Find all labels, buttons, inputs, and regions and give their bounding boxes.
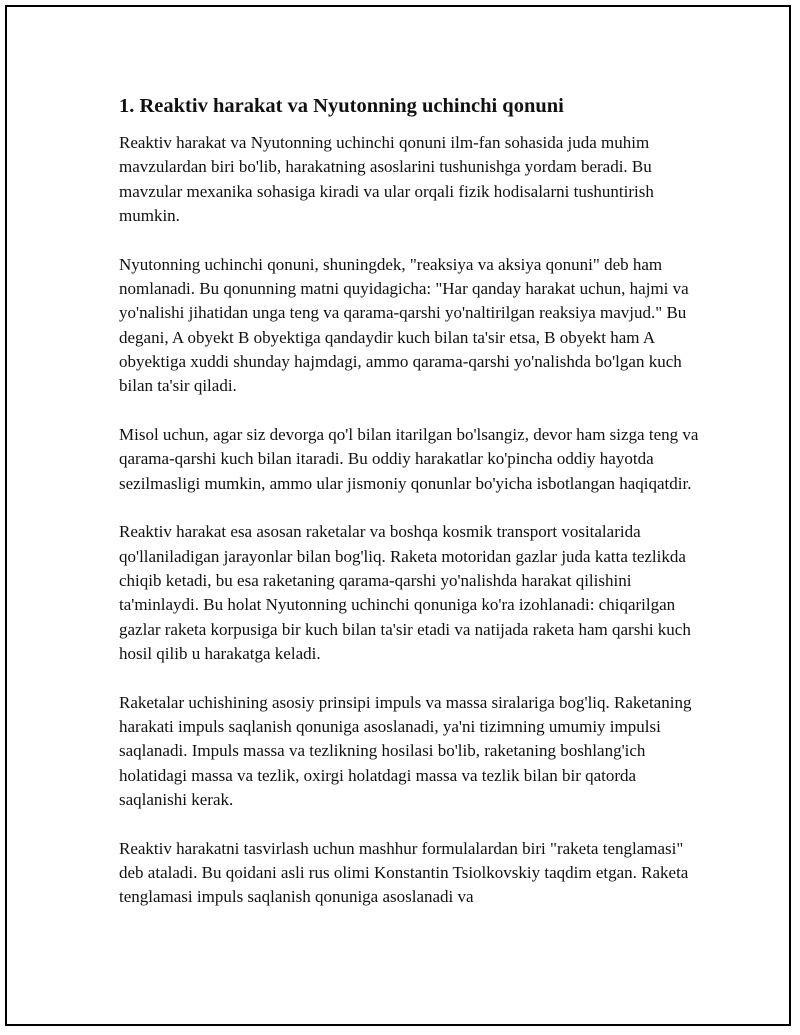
paragraph-impulse: Raketalar uchishining asosiy prinsipi impuls va massa siralariga bog'liq. Raketaning harakati impuls saqlanish qonuniga asoslanadi, ya'ni tizimning umumiy impulsi saqlanadi. Impuls massa va tezlikning hosilasi bo'lib, raketaning boshlang'ich holatidagi massa va tezlik, oxirgi holatdagi massa va tezlik bilan bir qatorda saqlanishi kerak. bbox=[119, 692, 692, 809]
paragraph-reactive-motion: Reaktiv harakat esa asosan raketalar va boshqa kosmik transport vositalarida qo'llaniladigan jarayonlar bilan bog'liq. Raketa motoridan gazlar juda katta tezlikda chiqib ketadi, bu esa raketaning qarama-qarshi yo'nalishda harakat qilishini ta'minlaydi. Bu holat Nyutonning uchinchi qonuniga ko'ra izohlanadi: chiqarilgan gazlar raketa korpusiga bir kuch bilan ta'sir etadi va natijada raketa ham qarshi kuch hosil qilib u harakatga keladi. bbox=[119, 522, 691, 663]
paragraph-example: Misol uchun, agar siz devorga qo'l bilan itarilgan bo'lsangiz, devor ham sizga teng va qarama-qarshi kuch bilan itaradi. Bu oddiy harakatlar ko'pincha oddiy hayotda sezilmasligi mumkin, ammo ular jismoniy qonunlar bo'yicha isbotlangan haqiqatdir. bbox=[119, 424, 699, 493]
paragraph-third-law: Nyutonning uchinchi qonuni, shuningdek, "reaksiya va aksiya qonuni" deb ham nomlanadi. Bu qonunning matni quyidagicha: "Har qanday harakat uchun, hajmi va yo'nalishi jihatidan unga teng va qarama-qarshi yo'naltirilgan reaksiya mavjud." Bu degani, A obyekt B obyektiga qandaydir kuch bilan ta'sir etsa, B obyekt ham A obyektiga xuddi shunday hajmdagi, ammo qarama-qarshi yo'nalishda bo'lgan kuch bilan ta'sir qiladi. bbox=[119, 254, 689, 396]
paragraph-rocket-equation: Reaktiv harakatni tasvirlash uchun mashhur formulalardan biri "raketa tenglamasi" deb ataladi. Bu qoidani asli rus olimi Konstantin Tsiolkovskiy taqdim etgan. Raketa tenglamasi impuls saqlanish qonuniga asoslanadi va bbox=[119, 838, 689, 907]
section-heading: 1. Reaktiv harakat va Nyutonning uchinchi qonuni bbox=[119, 95, 564, 117]
document-body bbox=[119, 92, 699, 934]
paragraph-intro: Reaktiv harakat va Nyutonning uchinchi qonuni ilm-fan sohasida juda muhim mavzulardan biri bo'lib, harakatning asoslarini tushunishga yordam beradi. Bu mavzular mexanika sohasiga kiradi va ular orqali fizik hodisalarni tushuntirish mumkin. bbox=[119, 133, 654, 225]
